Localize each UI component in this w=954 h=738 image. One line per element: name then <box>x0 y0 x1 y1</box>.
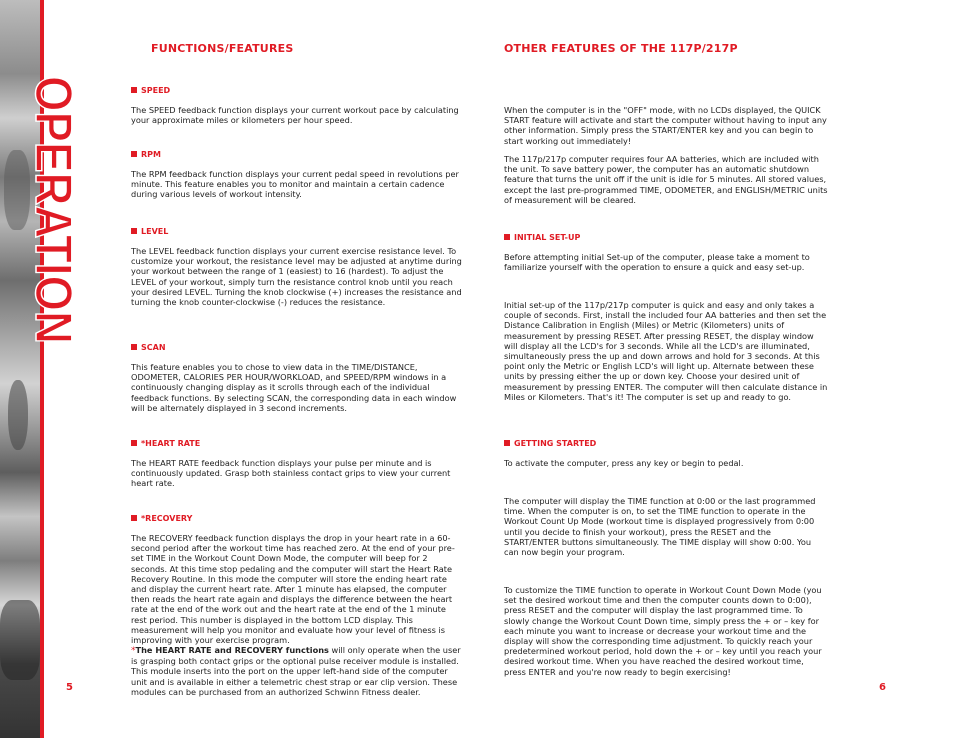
photo-figure <box>0 600 40 680</box>
vertical-title-text: OPERATION <box>26 76 82 346</box>
left-heading: FUNCTIONS/FEATURES <box>151 42 294 55</box>
right-heading: OTHER FEATURES OF THE 117P/217P <box>504 42 738 55</box>
page-number-right: 6 <box>879 682 886 693</box>
getting-started-text: To activate the computer, press any key or begin to pedal. <box>504 458 744 468</box>
section-title-initial-setup: INITIAL SET-UP <box>504 233 580 242</box>
initial-setup-text: Initial set-up of the 117p/217p computer is quick and easy and only takes a couple of seconds. First, install the included four AA batteries and then set the Distance Calibration in English (Miles) or Metric (Kilometers) units of measurement by pressing RESET. After pressing RESET, the display window will display all the LCD's for 3 seconds. While all the LCD's are illuminated, simultaneously press the up and down arrows and hold for 3 seconds. At this point only the Metric or English LCD's will light up. Alternate between these units by pressing either the up or down key. Choose your desired unit of measurement by pressing ENTER. The computer will then calculate distance in Miles or Kilometers. That's it! The computer is set up and ready to go. <box>504 300 828 402</box>
section-title-level: LEVEL <box>131 227 168 236</box>
photo-figure <box>8 380 28 450</box>
count-up-text: The computer will display the TIME function at 0:00 or the last programmed time. When the computer is on, to set the TIME function to operate in the Workout Count Up Mode (workout time is displayed progressively from 0:00 until you decide to finish your workout), press the RESET and the START/ENTER buttons simultaneously. The TIME display will show 0:00. You can now begin your program. <box>504 496 816 558</box>
section-title-scan: SCAN <box>131 343 166 352</box>
initial-setup-intro: Before attempting initial Set-up of the computer, please take a moment to familiarize yourself with the operation to ensure a quick and easy set-up. <box>504 252 810 273</box>
heart-rate-note: *The HEART RATE and RECOVERY functions will only operate when the user is grasping both contact grips or the optional pulse receiver module is installed. This module inserts into the port on the upper left-hand side of the computer unit and is available in either a telemetric chest strap or ear clip version. These modules can be purchased from an authorized Schwinn Fitness dealer. <box>131 645 461 697</box>
asterisk-note-icon: * <box>131 646 136 656</box>
section-title-rpm: RPM <box>131 150 161 159</box>
section-title-recovery: *RECOVERY <box>131 514 192 523</box>
bullet-square-icon <box>504 440 510 446</box>
quick-start-text: When the computer is in the "OFF" mode, with no LCDs displayed, the QUICK START feature will activate and start the computer without having to input any other information. Simply press the START/ENTER key and you can begin to start working out immediately! <box>504 105 827 146</box>
bullet-square-icon <box>131 151 137 157</box>
section-title-speed: SPEED <box>131 86 170 95</box>
vertical-title <box>26 76 86 346</box>
page-number-left: 5 <box>66 682 73 693</box>
section-text-rpm: The RPM feedback function displays your current pedal speed in revolutions per minute. This feature enables you to monitor and maintain a certain cadence during various levels of workout intensity. <box>131 169 459 200</box>
section-text-recovery: The RECOVERY feedback function displays the drop in your heart rate in a 60-second period after the workout time has reached zero. At the end of your pre-set TIME in the Workout Count Down Mode, the computer will beep for 2 seconds. At this time stop pedaling and the computer will start the Heart Rate Recovery Routine. In this mode the computer will store the ending heart rate and display the current heart rate. After 1 minute has elapsed, the computer then reads the heart rate again and displays the difference between the heart rate at the end of the work out and the heart rate at the end of the 1 minute rest period. This number is displayed in the bottom LCD display. This measurement will help you monitor and evaluate how your level of fitness is improving with your exercise program. <box>131 533 455 646</box>
battery-text: The 117p/217p computer requires four AA batteries, which are included with the unit. To save battery power, the computer has an automatic shutdown feature that turns the unit off if the unit is idle for 5 minutes. All stored values, except the last pre-programmed TIME, ODOMETER, and ENGLISH/METRIC units of measurement will be cleared. <box>504 154 828 205</box>
section-text-level: The LEVEL feedback function displays your current exercise resistance level. To customize your workout, the resistance level may be adjusted at anytime during your workout between the range of 1 (easiest) to 16 (hardest). To adjust the LEVEL of your workout, simply turn the resistance control knob until you reach your desired LEVEL. Turning the knob clockwise (+) increases the resistance and turning the knob counter-clockwise (-) reduces the resistance. <box>131 246 462 308</box>
bullet-square-icon <box>131 344 137 350</box>
section-text-speed: The SPEED feedback function displays your current workout pace by calculating your approximate miles or kilometers per hour speed. <box>131 105 459 126</box>
bullet-square-icon <box>504 234 510 240</box>
section-text-scan: This feature enables you to chose to view data in the TIME/DISTANCE, ODOMETER, CALORIES PER HOUR/WORKLOAD, and SPEED/RPM windows in a continuously changing display as it scrolls through each of the individual feedback functions. By selecting SCAN, the corresponding data in each window will be alternately displayed in 3 second increments. <box>131 362 457 413</box>
bullet-square-icon <box>131 87 137 93</box>
section-title-getting-started: GETTING STARTED <box>504 439 596 448</box>
section-text-heart-rate: The HEART RATE feedback function displays your pulse per minute and is continuously updated. Grasp both stainless contact grips to view your current heart rate. <box>131 458 451 489</box>
bullet-square-icon <box>131 440 137 446</box>
bullet-square-icon <box>131 515 137 521</box>
bullet-square-icon <box>131 228 137 234</box>
count-down-text: To customize the TIME function to operate in Workout Count Down Mode (you set the desired workout time and then the computer counts down to 0:00), press RESET and the computer will display the last programmed time. To slowly change the Workout Count Down time, simply press the + or – key for each minute you want to increase or decrease your workout time and the display will show the corresponding time adjustment. To quickly reach your predetermined workout period, hold down the + or – key until you reach your desired workout time. When you have reached the desired workout time, press ENTER and you're now ready to begin exercising! <box>504 585 822 677</box>
section-title-heart-rate: *HEART RATE <box>131 439 200 448</box>
